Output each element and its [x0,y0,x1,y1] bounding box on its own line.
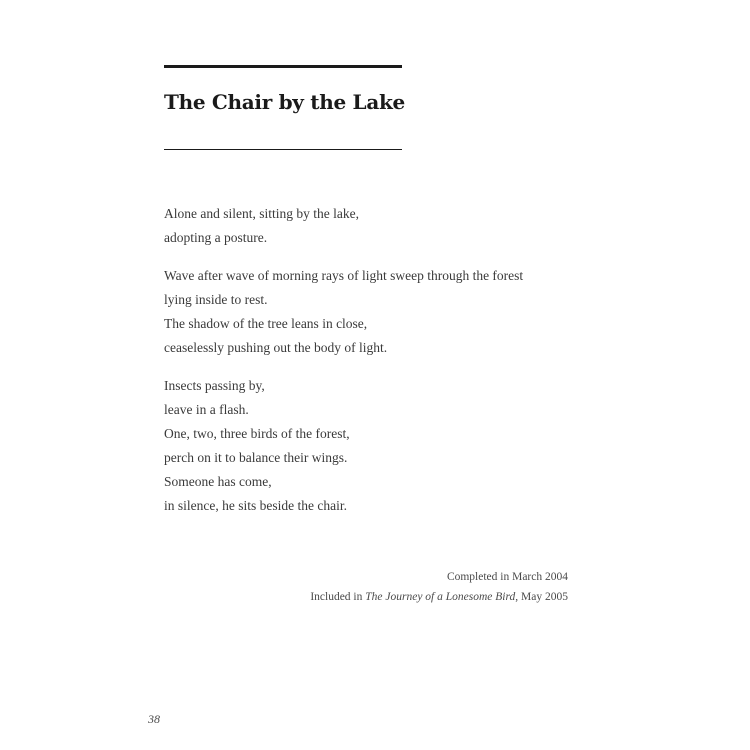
publication-note [310,587,568,607]
publication-suffix: , May 2005 [515,591,568,603]
stanza [164,374,584,518]
poem-line: leave in a flash. [164,402,249,417]
poem-line: Someone has come, [164,474,272,489]
poem-line: in silence, he sits beside the chair. [164,498,347,513]
book-title: The Journey of a Lonesome Bird [365,591,516,603]
publication-prefix: Included in [310,591,366,603]
page-number: 38 [148,712,160,726]
poem-line: One, two, three birds of the forest, [164,426,350,441]
poem-line: The shadow of the tree leans in close, [164,316,368,331]
poem-line: Alone and silent, sitting by the lake, [164,206,359,221]
completion-date: Completed in March 2004 [446,571,568,583]
poem-line: lying inside to rest. [164,292,268,307]
title-rule-bottom [164,149,402,150]
poem-line: adopting a posture. [164,230,268,245]
stanza [164,264,584,360]
poem-title: The Chair by the Lake [164,90,405,114]
poem-credits [310,567,568,607]
poem-line: ceaselessly pushing out the body of light. [164,340,388,355]
title-rule-top [164,65,402,68]
stanza [164,202,584,250]
poem-line: Wave after wave of morning rays of light sweep through the forest [164,268,524,283]
poem-line: perch on it to balance their wings. [164,450,348,465]
poem-line: Insects passing by, [164,378,265,393]
poem-body [164,202,584,532]
